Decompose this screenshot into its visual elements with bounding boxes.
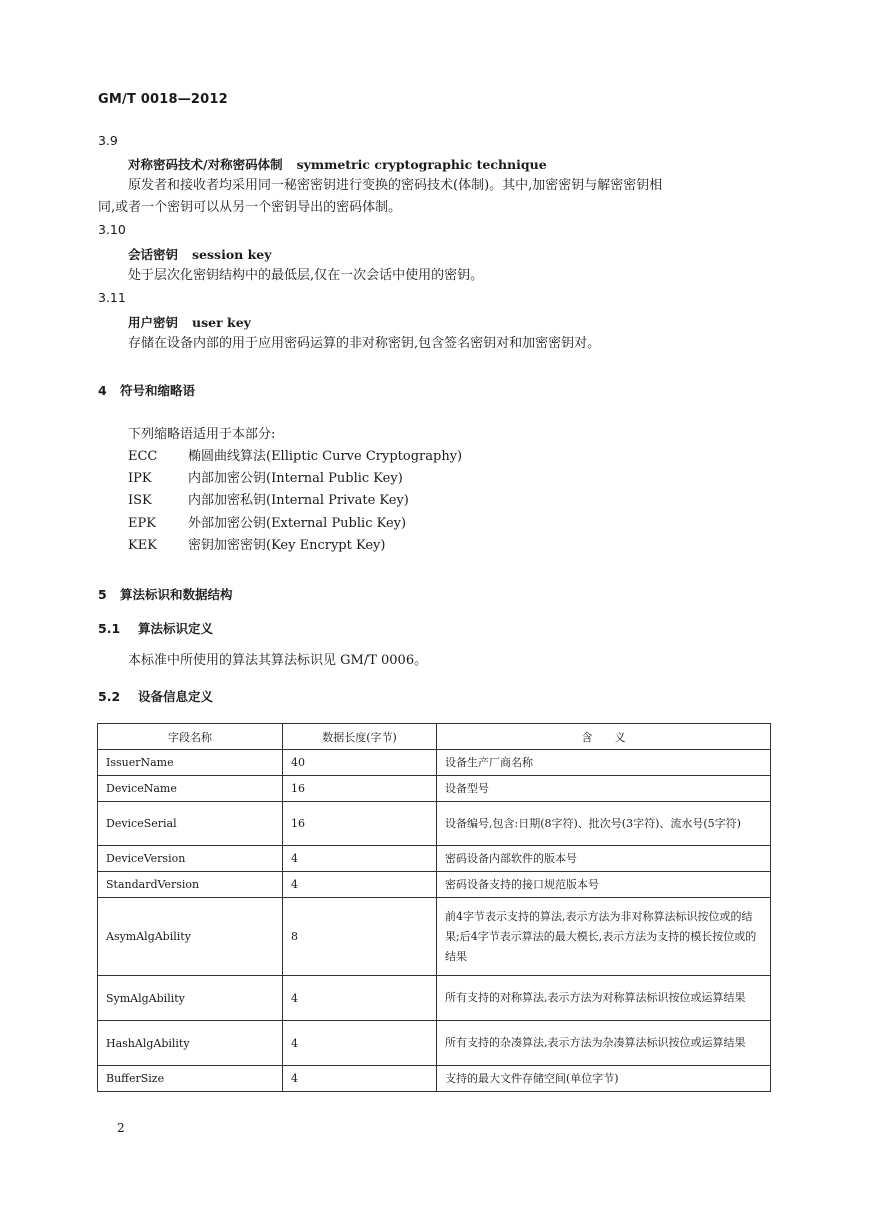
term-english: user key xyxy=(192,315,251,330)
cell-field: DeviceName xyxy=(98,776,283,802)
definition-text-line: 原发者和接收者均采用同一秘密密钥进行变换的密码技术(体制)。其中,加密密钥与解密密钥相 xyxy=(128,178,663,193)
abbreviation-code: EPK xyxy=(128,516,156,531)
cell-field: DeviceVersion xyxy=(98,846,283,872)
cell-length: 16 xyxy=(283,802,437,846)
cell-length: 4 xyxy=(283,1066,437,1092)
definition-term xyxy=(128,245,271,263)
device-info-table xyxy=(97,723,771,1092)
abbreviation-code: KEK xyxy=(128,538,157,553)
column-header-meaning: 含 义 xyxy=(437,724,771,750)
abbreviation-intro: 下列缩略语适用于本部分: xyxy=(128,427,276,442)
term-chinese: 用户密钥 xyxy=(128,315,179,330)
definition-text-line: 处于层次化密钥结构中的最低层,仅在一次会话中使用的密钥。 xyxy=(128,268,484,283)
subsection-title: 算法标识定义 xyxy=(138,621,214,636)
definition-text-line: 存储在设备内部的用于应用密码运算的非对称密钥,包含签名密钥对和加密密钥对。 xyxy=(128,336,601,351)
cell-meaning: 支持的最大文件存储空间(单位字节) xyxy=(437,1066,771,1092)
cell-field: SymAlgAbility xyxy=(98,976,283,1021)
table-row xyxy=(98,1021,771,1066)
section-number: 4 xyxy=(98,383,107,398)
abbreviation-code: IPK xyxy=(128,471,152,486)
table-row xyxy=(98,976,771,1021)
table-row xyxy=(98,750,771,776)
cell-field: StandardVersion xyxy=(98,872,283,898)
cell-field: DeviceSerial xyxy=(98,802,283,846)
table-row xyxy=(98,802,771,846)
table-row xyxy=(98,898,771,976)
cell-length: 4 xyxy=(283,846,437,872)
definition-term xyxy=(128,155,547,173)
abbreviation-desc: 密钥加密密钥(Key Encrypt Key) xyxy=(188,538,386,553)
cell-field: BufferSize xyxy=(98,1066,283,1092)
cell-meaning: 密码设备支持的接口规范版本号 xyxy=(437,872,771,898)
section-heading xyxy=(98,381,195,399)
subsection-heading xyxy=(98,687,213,705)
abbreviation-code: ISK xyxy=(128,493,152,508)
subsection-number: 5.1 xyxy=(98,621,121,636)
term-chinese: 对称密码技术/对称密码体制 xyxy=(128,157,283,172)
table-row xyxy=(98,1066,771,1092)
cell-length: 40 xyxy=(283,750,437,776)
subsection-number: 5.2 xyxy=(98,689,121,704)
section-heading xyxy=(98,585,233,603)
cell-length: 4 xyxy=(283,1021,437,1066)
abbreviation-desc: 外部加密公钥(External Public Key) xyxy=(188,516,407,531)
page-number: 2 xyxy=(117,1121,125,1135)
cell-meaning: 所有支持的杂凑算法,表示方法为杂凑算法标识按位或运算结果 xyxy=(437,1021,771,1066)
cell-meaning: 前4字节表示支持的算法,表示方法为非对称算法标识按位或的结果;后4字节表示算法的最大模长,表示方法为支持的模长按位或的结果 xyxy=(437,898,771,976)
cell-meaning: 密码设备内部软件的版本号 xyxy=(437,846,771,872)
column-header-length: 数据长度(字节) xyxy=(283,724,437,750)
subsection-heading xyxy=(98,619,213,637)
cell-length: 16 xyxy=(283,776,437,802)
cell-field: HashAlgAbility xyxy=(98,1021,283,1066)
abbreviation-code: ECC xyxy=(128,449,158,464)
cell-length: 8 xyxy=(283,898,437,976)
standard-code: GM/T 0018—2012 xyxy=(98,92,228,107)
abbreviation-row xyxy=(128,468,403,490)
subsection-text: 本标准中所使用的算法其算法标识见 GM/T 0006。 xyxy=(128,653,428,668)
cell-meaning: 设备生产厂商名称 xyxy=(437,750,771,776)
cell-meaning: 设备编号,包含:日期(8字符)、批次号(3字符)、流水号(5字符) xyxy=(437,802,771,846)
subsection-title: 设备信息定义 xyxy=(138,689,214,704)
abbreviation-desc: 椭圆曲线算法(Elliptic Curve Cryptography) xyxy=(188,449,463,464)
table-row xyxy=(98,776,771,802)
cell-meaning: 所有支持的对称算法,表示方法为对称算法标识按位或运算结果 xyxy=(437,976,771,1021)
cell-length: 4 xyxy=(283,872,437,898)
abbreviation-desc: 内部加密公钥(Internal Public Key) xyxy=(188,471,403,486)
definition-text-line: 同,或者一个密钥可以从另一个密钥导出的密码体制。 xyxy=(98,200,402,215)
definition-term xyxy=(128,313,251,331)
section-number: 5 xyxy=(98,587,107,602)
definition-number: 3.11 xyxy=(98,290,126,305)
definition-number: 3.9 xyxy=(98,133,118,148)
abbreviation-desc: 内部加密私钥(Internal Private Key) xyxy=(188,493,409,508)
abbreviation-row xyxy=(128,446,462,468)
section-title: 算法标识和数据结构 xyxy=(120,587,233,602)
abbreviation-row xyxy=(128,535,385,557)
cell-field: AsymAlgAbility xyxy=(98,898,283,976)
term-english: symmetric cryptographic technique xyxy=(296,157,547,172)
column-header-field: 字段名称 xyxy=(98,724,283,750)
abbreviation-row xyxy=(128,513,406,535)
table-row xyxy=(98,872,771,898)
cell-field: IssuerName xyxy=(98,750,283,776)
abbreviation-row xyxy=(128,490,409,512)
section-title: 符号和缩略语 xyxy=(120,383,196,398)
term-chinese: 会话密钥 xyxy=(128,247,179,262)
table-header-row xyxy=(98,724,771,750)
table-row xyxy=(98,846,771,872)
term-english: session key xyxy=(192,247,272,262)
cell-meaning: 设备型号 xyxy=(437,776,771,802)
cell-length: 4 xyxy=(283,976,437,1021)
definition-number: 3.10 xyxy=(98,222,126,237)
